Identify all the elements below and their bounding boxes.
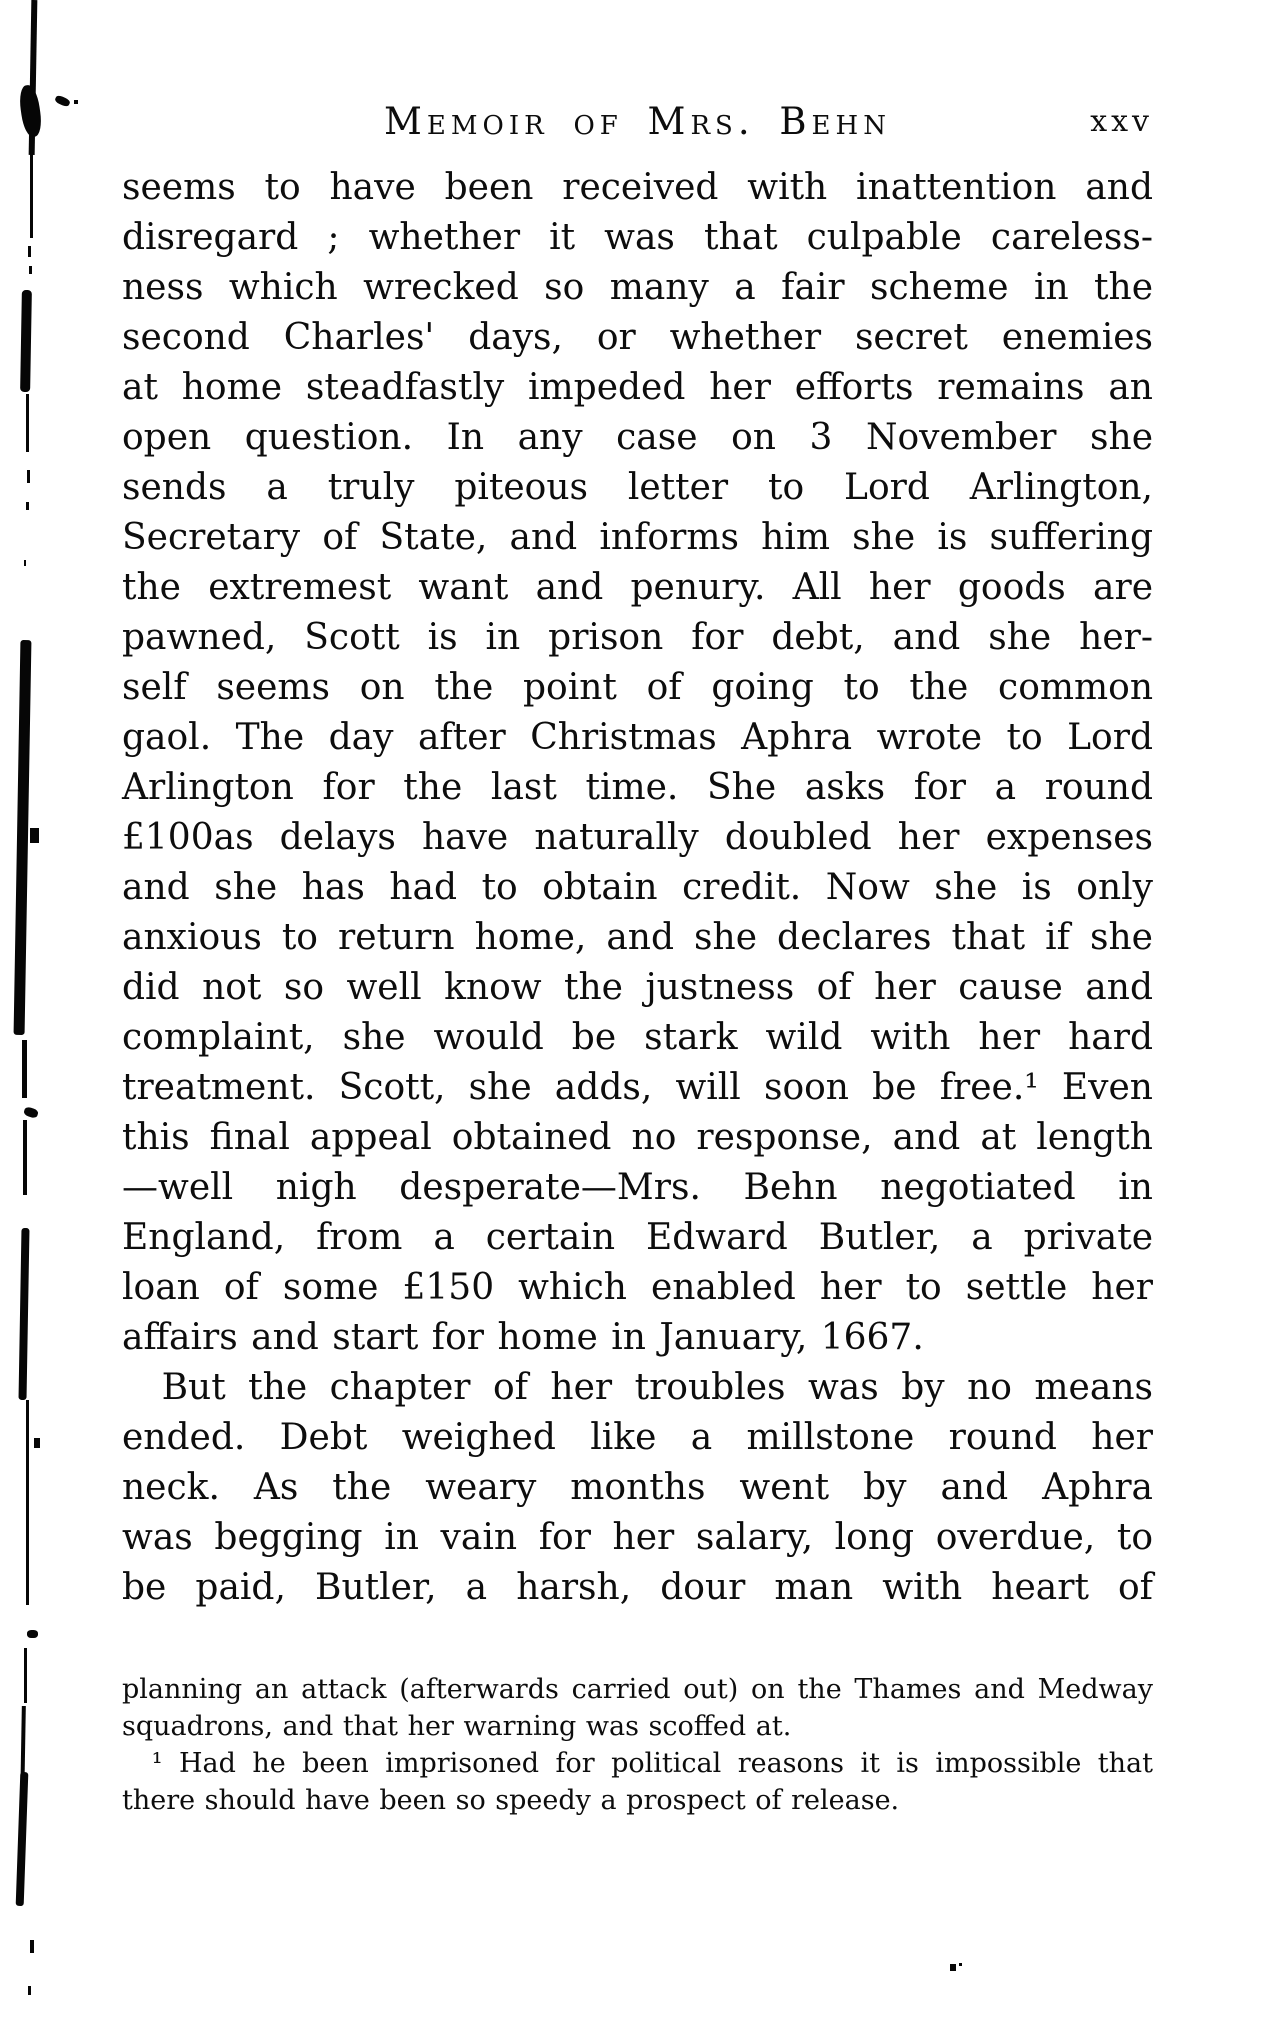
- scan-speck: [959, 1963, 962, 1966]
- text-line: But the chapter of her troubles was by no means: [161, 1367, 1153, 1408]
- text-line: pawned, Scott is in prison for debt, and she her-: [122, 617, 1153, 658]
- scan-artifact: [20, 290, 32, 392]
- text-line: £100as delays have naturally doubled her expenses: [122, 817, 1153, 858]
- scan-artifact: [23, 1120, 27, 1195]
- scan-artifact: [14, 640, 32, 1035]
- scan-artifact: [17, 84, 43, 138]
- scan-artifact: [23, 1106, 39, 1119]
- scan-artifact: [22, 1040, 27, 1098]
- text-line: Arlington for the last time. She asks for a round: [122, 767, 1153, 808]
- text-line: England, from a certain Edward Butler, a private: [122, 1217, 1153, 1258]
- scan-artifact: [18, 1228, 29, 1400]
- text-line: affairs and start for home in January, 1667.: [122, 1317, 924, 1358]
- scan-artifact: [28, 246, 31, 257]
- text-line: anxious to return home, and she declares that if she: [122, 917, 1153, 958]
- text-line: the extremest want and penury. All her goods are: [122, 567, 1153, 608]
- scan-artifact: [27, 1630, 38, 1638]
- text-line: there should have been so speedy a prospect of release.: [122, 1785, 900, 1816]
- text-line: ¹ Had he been imprisoned for political reasons it is impossible that: [151, 1748, 1153, 1779]
- text-line: squadrons, and that her warning was scoffed at.: [122, 1711, 792, 1742]
- scan-artifact: [26, 502, 29, 510]
- scan-artifact: [24, 1648, 27, 1703]
- text-line: loan of some £150 which enabled her to settle her: [122, 1267, 1153, 1308]
- text-line: seems to have been received with inattention and: [122, 167, 1153, 208]
- text-line: second Charles' days, or whether secret enemies: [122, 317, 1153, 358]
- scan-artifact: [26, 394, 29, 452]
- text-line: be paid, Butler, a harsh, dour man with heart of: [122, 1567, 1153, 1608]
- scan-artifact: [74, 100, 78, 104]
- scan-artifact: [16, 1772, 29, 1906]
- text-line: self seems on the point of going to the common: [122, 667, 1153, 708]
- text-line: planning an attack (afterwards carried out) on the Thames and Medway: [122, 1674, 1153, 1705]
- text-line: sends a truly piteous letter to Lord Arlington,: [122, 467, 1153, 508]
- scan-speck: [950, 1964, 956, 1971]
- scan-artifact: [54, 94, 71, 107]
- text-line: was begging in vain for her salary, long overdue, to: [122, 1517, 1153, 1558]
- text-line: did not so well know the justness of her cause and: [122, 967, 1153, 1008]
- scan-artifact: [26, 1400, 29, 1605]
- scan-artifact: [34, 1438, 40, 1448]
- footnote-text: [122, 1671, 1153, 1819]
- page-number: xxv: [1090, 104, 1153, 139]
- scan-artifact: [29, 266, 32, 274]
- running-title: Memoir of Mrs. Behn: [384, 100, 891, 143]
- text-line: —well nigh desperate—Mrs. Behn negotiated in: [122, 1167, 1153, 1208]
- text-line: gaol. The day after Christmas Aphra wrote to Lord: [122, 717, 1153, 758]
- text-line: this final appeal obtained no response, and at length: [122, 1117, 1153, 1158]
- page-header: [122, 100, 1153, 150]
- text-line: disregard ; whether it was that culpable careless-: [122, 217, 1153, 258]
- text-line: open question. In any case on 3 November she: [122, 417, 1153, 458]
- scan-artifact: [30, 828, 39, 843]
- text-line: ness which wrecked so many a fair scheme in the: [122, 267, 1153, 308]
- scan-artifact: [27, 470, 30, 483]
- scan-artifact: [24, 560, 26, 566]
- text-line: and she has had to obtain credit. Now she is only: [122, 867, 1153, 908]
- text-line: at home steadfastly impeded her efforts remains an: [122, 367, 1153, 408]
- scan-artifact: [30, 150, 33, 238]
- scan-artifact: [30, 1940, 34, 1953]
- body-text: [122, 163, 1153, 1613]
- text-line: ended. Debt weighed like a millstone round her: [122, 1417, 1153, 1458]
- text-line: complaint, she would be stark wild with her hard: [122, 1017, 1153, 1058]
- text-line: neck. As the weary months went by and Aphra: [122, 1467, 1153, 1508]
- text-line: Secretary of State, and informs him she is suffering: [122, 517, 1153, 558]
- scan-artifact: [28, 1986, 31, 1995]
- text-line: treatment. Scott, she adds, will soon be free.¹ Even: [122, 1067, 1153, 1108]
